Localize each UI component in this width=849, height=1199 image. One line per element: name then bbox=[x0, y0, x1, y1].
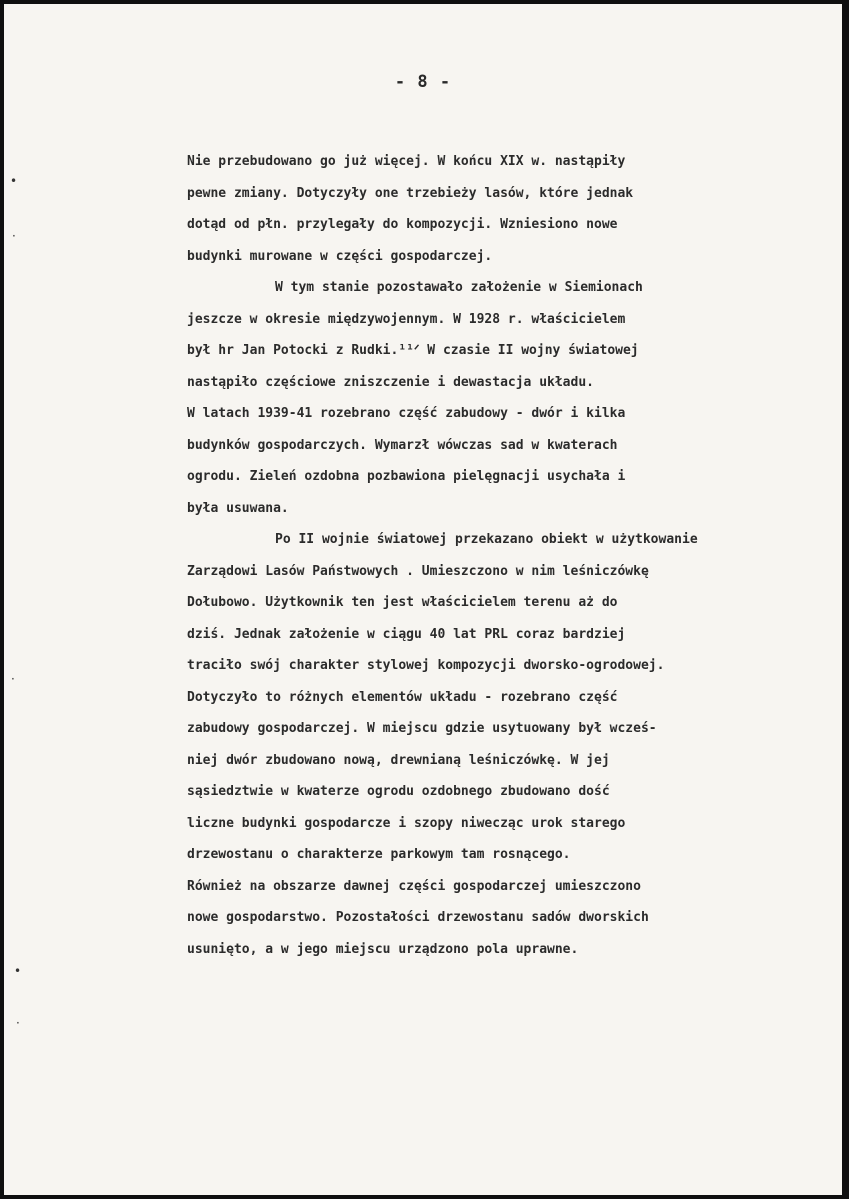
text-line: ogrodu. Zieleń ozdobna pozbawiona pielęgnacji usychała i bbox=[187, 469, 626, 484]
text-line: usunięto, a w jego miejscu urządzono pola uprawne. bbox=[187, 941, 579, 957]
text-line: Nie przebudowano go już więcej. W końcu XIX w. nastąpiły bbox=[187, 154, 626, 169]
text-line: drzewostanu o charakterze parkowym tam rosnącego. bbox=[187, 847, 571, 862]
text-line: pewne zmiany. Dotyczyły one trzebieży lasów, które jednak bbox=[187, 185, 634, 201]
margin-mark: • bbox=[14, 964, 22, 978]
text-line: nastąpiło częściowe zniszczenie i dewastacja układu. bbox=[187, 374, 594, 390]
text-line: zabudowy gospodarczej. W miejscu gdzie usytuowany był wcześ- bbox=[187, 721, 657, 736]
text-line: był hr Jan Potocki z Rudki.¹¹ᐟ W czasie II wojny światowej bbox=[187, 343, 639, 358]
text-line: Zarządowi Lasów Państwowych . Umieszczono w nim leśniczówkę bbox=[187, 563, 649, 579]
text-line: sąsiedztwie w kwaterze ogrodu ozdobnego zbudowano dość bbox=[187, 784, 610, 799]
text-line: Dotyczyło to różnych elementów układu - rozebrano część bbox=[187, 689, 618, 705]
text-line: traciło swój charakter stylowej kompozycji dworsko-ogrodowej. bbox=[187, 658, 665, 673]
document-page bbox=[4, 4, 842, 1195]
text-line: W latach 1939-41 rozebrano część zabudowy - dwór i kilka bbox=[187, 406, 626, 421]
margin-mark: · bbox=[11, 672, 15, 686]
text-line: budynków gospodarczych. Wymarzł wówczas sad w kwaterach bbox=[187, 437, 618, 453]
text-line: jeszcze w okresie międzywojennym. W 1928 r. właścicielem bbox=[187, 311, 626, 327]
text-line: nowe gospodarstwo. Pozostałości drzewostanu sadów dworskich bbox=[187, 910, 649, 925]
margin-mark: · bbox=[16, 1016, 20, 1030]
text-line: była usuwana. bbox=[187, 500, 289, 516]
margin-mark: · bbox=[12, 229, 16, 243]
text-line: dotąd od płn. przylegały do kompozycji. Wzniesiono nowe bbox=[187, 217, 618, 232]
body-text bbox=[187, 146, 827, 965]
text-line: budynki murowane w części gospodarczej. bbox=[187, 248, 493, 264]
text-line: dziś. Jednak założenie w ciągu 40 lat PRL coraz bardziej bbox=[187, 626, 626, 642]
page-number: - 8 - bbox=[394, 72, 452, 92]
text-line: niej dwór zbudowano nową, drewnianą leśniczówkę. W jej bbox=[187, 752, 610, 768]
text-line: liczne budynki gospodarcze i szopy niwecząc urok starego bbox=[187, 815, 626, 831]
text-line: Dołubowo. Użytkownik ten jest właścicielem terenu aż do bbox=[187, 595, 618, 610]
margin-mark: • bbox=[10, 174, 18, 188]
text-line: Również na obszarze dawnej części gospodarczej umieszczono bbox=[187, 878, 641, 894]
text-line: Po II wojnie światowej przekazano obiekt w użytkowanie bbox=[275, 532, 698, 547]
text-line: W tym stanie pozostawało założenie w Siemionach bbox=[275, 280, 643, 295]
